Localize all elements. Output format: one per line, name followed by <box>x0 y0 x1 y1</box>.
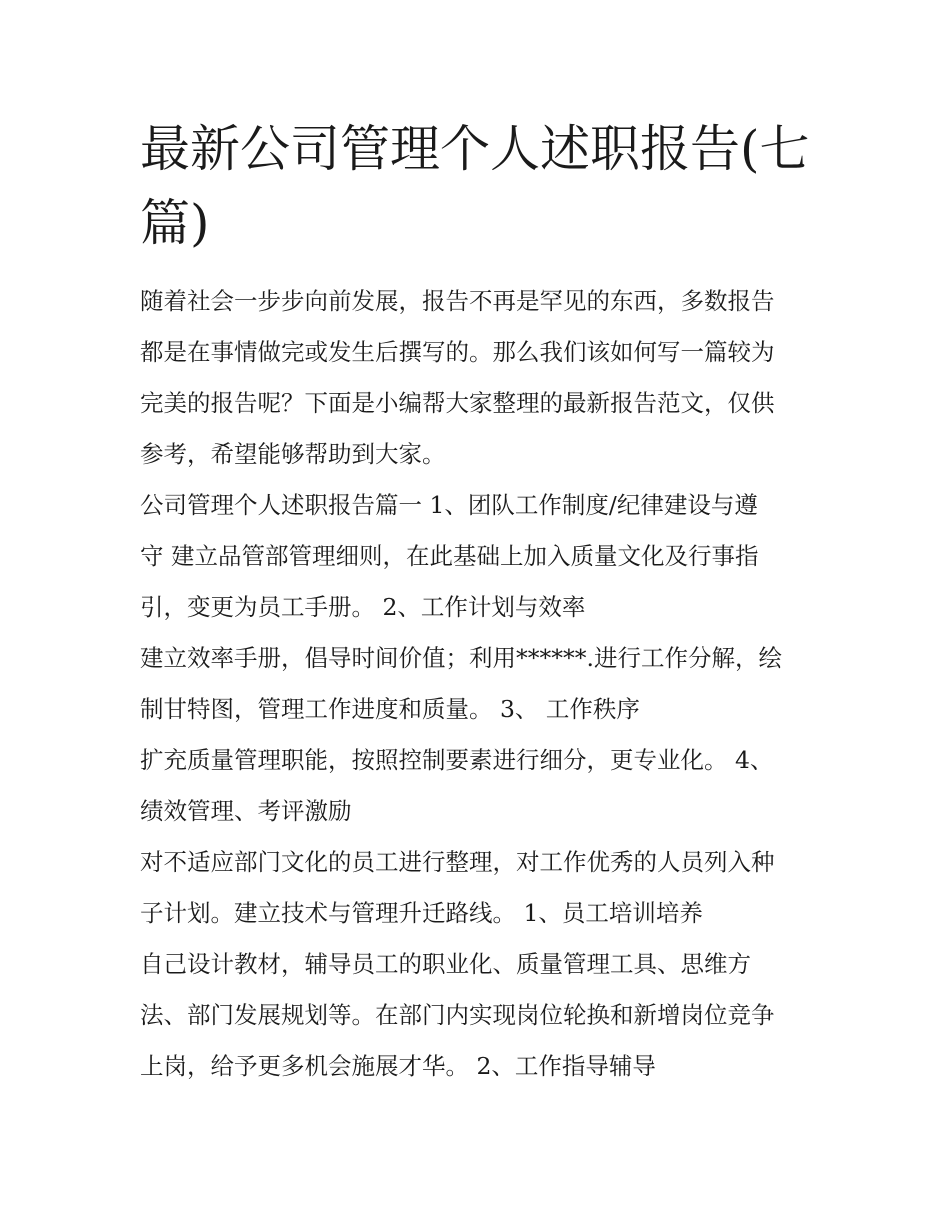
body-line: 完美的报告呢？下面是小编帮大家整理的最新报告范文，仅供 <box>140 389 775 417</box>
body-line: 子计划。建立技术与管理升迁路线。 1、员工培训培养 <box>140 899 703 927</box>
body-line: 上岗，给予更多机会施展才华。 2、工作指导辅导 <box>140 1052 656 1080</box>
body-line: 公司管理个人述职报告篇一 1、团队工作制度/纪律建设与遵 <box>140 491 758 519</box>
body-line: 制甘特图，管理工作进度和质量。 3、 工作秩序 <box>140 695 640 723</box>
body-line: 建立效率手册，倡导时间价值；利用******.进行工作分解，绘 <box>140 644 782 672</box>
body-line: 引，变更为员工手册。 2、工作计划与效率 <box>140 593 586 621</box>
title-line-1: 最新公司管理个人述职报告(七 <box>140 120 810 178</box>
body-line: 自己设计教材，辅导员工的职业化、质量管理工具、思维方 <box>140 950 751 978</box>
body-line: 守 建立品管部管理细则，在此基础上加入质量文化及行事指 <box>140 542 759 570</box>
document-title <box>140 112 830 260</box>
body-line: 对不适应部门文化的员工进行整理，对工作优秀的人员列入种 <box>140 848 775 876</box>
title-line-2: 篇) <box>140 194 210 252</box>
document-body <box>140 276 830 1092</box>
body-line: 都是在事情做完或发生后撰写的。那么我们该如何写一篇较为 <box>140 338 775 366</box>
body-line: 随着社会一步步向前发展，报告不再是罕见的东西，多数报告 <box>140 287 775 315</box>
body-line: 法、部门发展规划等。在部门内实现岗位轮换和新增岗位竞争 <box>140 1001 775 1029</box>
body-line: 参考，希望能够帮助到大家。 <box>140 440 446 468</box>
body-line: 扩充质量管理职能，按照控制要素进行细分，更专业化。 4、 <box>140 746 774 774</box>
body-line: 绩效管理、考评激励 <box>140 797 352 825</box>
